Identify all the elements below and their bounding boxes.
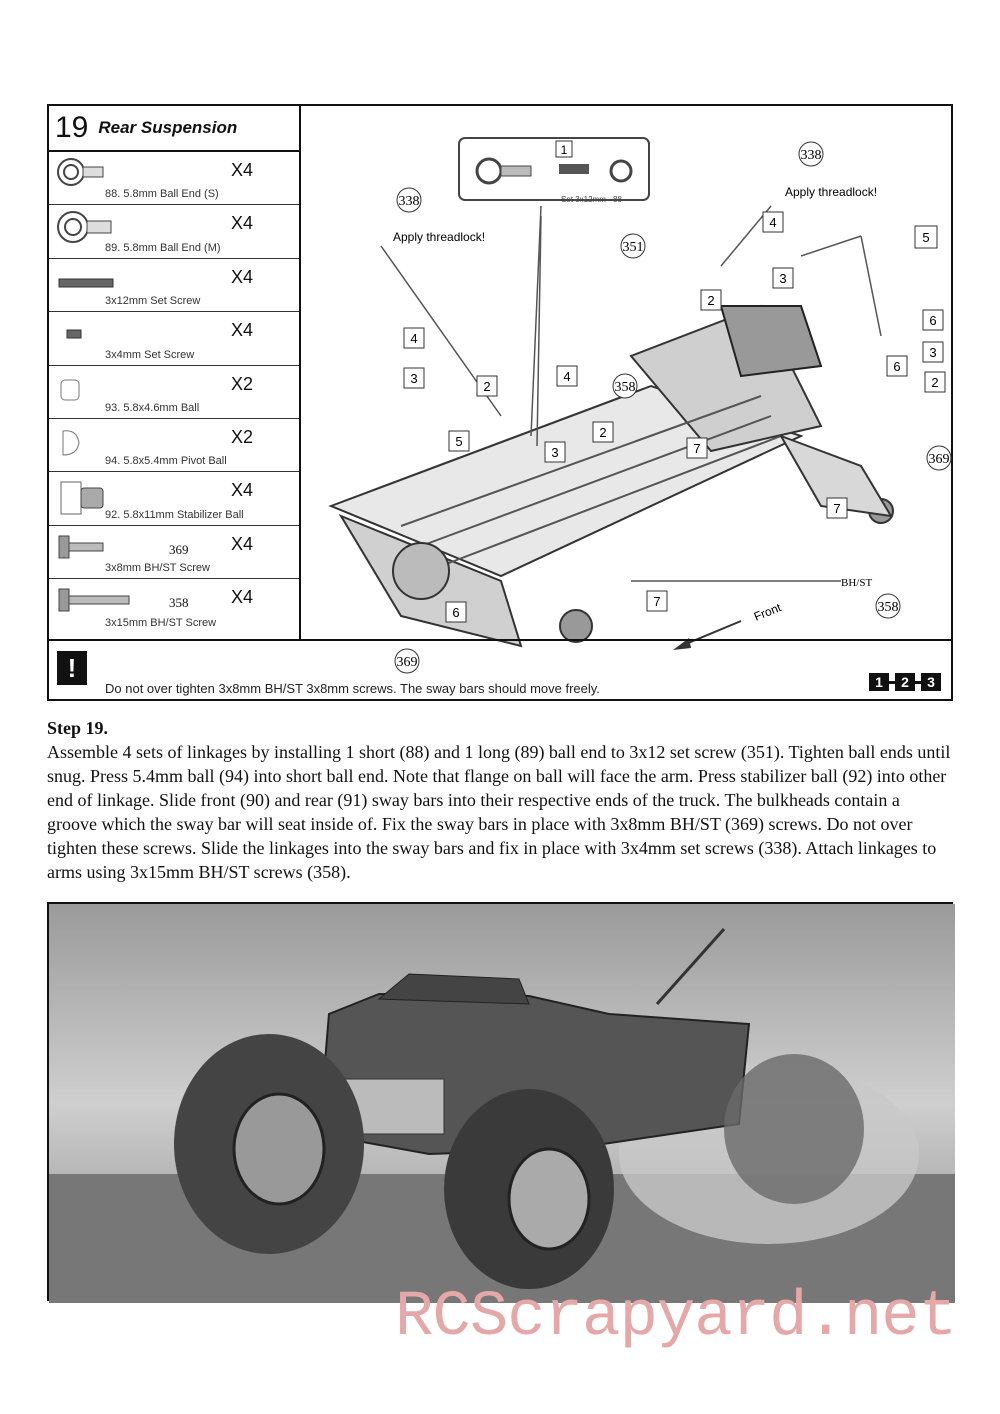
part-qty: X4	[230, 213, 253, 234]
part-code: 358	[169, 595, 189, 611]
step-box: 2	[707, 293, 715, 308]
set-screw-long-icon	[57, 265, 117, 295]
part-desc: 93. 5.8x4.6mm Ball	[105, 401, 200, 414]
step-box: 1	[560, 143, 568, 157]
part-row	[49, 579, 299, 632]
sequence-step: 2	[895, 673, 915, 691]
part-qty: X2	[230, 426, 253, 447]
part-row	[49, 419, 299, 472]
wheel	[174, 1034, 364, 1254]
screw-short-icon	[57, 532, 117, 562]
part-desc: 3x4mm Set Screw	[105, 348, 195, 361]
callout: 338	[800, 148, 822, 163]
step-title: Rear Suspension	[98, 118, 238, 137]
assembly-diagram	[47, 104, 953, 701]
callout: 358	[877, 600, 899, 615]
truck-photo	[47, 902, 953, 1301]
part-qty: X4	[230, 160, 253, 180]
step-box: 4	[410, 331, 418, 346]
step-sequence	[869, 673, 941, 691]
part-qty: X2	[230, 373, 253, 394]
set-screw-short-icon	[57, 318, 87, 348]
step-box: 6	[893, 359, 901, 374]
step-box: 6	[452, 605, 460, 620]
callout: 369	[396, 655, 418, 670]
watermark: RCScrapyard.net	[395, 1282, 957, 1354]
step-box: 2	[483, 379, 491, 394]
callout: 358	[614, 380, 636, 395]
step-header	[49, 106, 299, 152]
parts-list	[49, 106, 301, 639]
part-row	[49, 366, 299, 419]
step-box: 7	[653, 594, 661, 609]
part-qty: X4	[230, 480, 253, 501]
threadlock-label: Apply threadlock!	[785, 185, 878, 199]
part-qty: X4	[230, 320, 253, 341]
wheel	[444, 1089, 614, 1289]
part-desc: 89. 5.8mm Ball End (M)	[105, 241, 221, 254]
truck-photo-illustration	[49, 904, 955, 1303]
step-box: 2	[599, 425, 607, 440]
pivot-ball-icon	[57, 425, 87, 459]
inset-label: Set 3x12mm	[561, 195, 606, 204]
part-row	[49, 205, 299, 258]
step-box: 5	[922, 230, 930, 245]
warning-icon: !	[57, 651, 87, 685]
step-box: 4	[563, 369, 571, 384]
callout: 369	[928, 452, 950, 467]
front-label: Front	[751, 600, 784, 624]
callout: 351	[622, 240, 644, 255]
part-qty: X4	[230, 266, 253, 287]
sequence-step: 3	[921, 673, 941, 691]
step-box: 4	[769, 215, 777, 230]
wheel	[724, 1054, 864, 1204]
part-desc: 88. 5.8mm Ball End (S)	[105, 188, 219, 201]
warning-text: Do not over tighten 3x8mm BH/ST 3x8mm screws. The sway bars should move freely.	[105, 681, 600, 696]
step-caption	[47, 716, 953, 884]
part-row	[49, 526, 299, 579]
step-box: 3	[410, 371, 418, 386]
part-desc: 92. 5.8x11mm Stabilizer Ball	[105, 508, 244, 521]
part-row	[49, 259, 299, 312]
step-box: 7	[833, 501, 841, 516]
step-box: 2	[931, 375, 939, 390]
part-row	[49, 152, 299, 205]
step-box: 3	[929, 345, 937, 360]
warning-bar	[49, 639, 951, 699]
caption-body: Assemble 4 sets of linkages by installing 1 short (88) and 1 long (89) ball end to 3x12 set screw (351). Tighten ball ends until snug. Press 5.4mm ball (94) into short ball end. Note that flange on ball will face the arm. Press stabilizer ball (92) into other end of linkage. Slide front (90) and rear (91) sway bars into their respective ends of the truck. The bulkheads contain a groove which the sway bar will seat inside of. Fix the sway bars in place with 3x8mm BH/ST (369) screws. Do not over tighten these screws. Slide the linkages into the sway bars and fix in place with 3x4mm set screws (338). Attach linkages to arms using 3x15mm BH/ST screws (358).	[47, 742, 951, 882]
ball-icon	[57, 372, 87, 404]
step-number: 19	[55, 111, 89, 144]
part-desc: 94. 5.8x5.4mm Pivot Ball	[105, 455, 227, 468]
step-box: 6	[929, 313, 937, 328]
sequence-step: 1	[869, 673, 889, 691]
part-qty: X4	[230, 587, 253, 608]
part-row	[49, 472, 299, 525]
part-desc: 3x12mm Set Screw	[105, 295, 201, 308]
caption-heading: Step 19.	[47, 718, 109, 738]
callout: 338	[398, 194, 420, 209]
chassis-drawing	[331, 306, 893, 646]
part-code: 369	[169, 541, 189, 557]
part-row	[49, 312, 299, 365]
stabilizer-ball-icon	[57, 478, 109, 518]
step-box: 5	[455, 434, 463, 449]
screw-long-icon	[57, 585, 137, 615]
step-box: 7	[693, 441, 701, 456]
ball-end-small-icon	[57, 158, 107, 194]
step-box: 3	[779, 271, 787, 286]
threadlock-label: Apply threadlock!	[393, 230, 486, 244]
inset-label: 88	[613, 195, 622, 204]
part-qty: X4	[230, 533, 253, 554]
bhst-label: BH/ST	[841, 577, 873, 589]
part-desc: 3x15mm BH/ST Screw	[105, 616, 217, 629]
linkage-inset	[459, 138, 649, 200]
step-box: 3	[551, 445, 559, 460]
exploded-view-drawing	[301, 106, 951, 670]
part-desc: 3x8mm BH/ST Screw	[105, 562, 210, 575]
